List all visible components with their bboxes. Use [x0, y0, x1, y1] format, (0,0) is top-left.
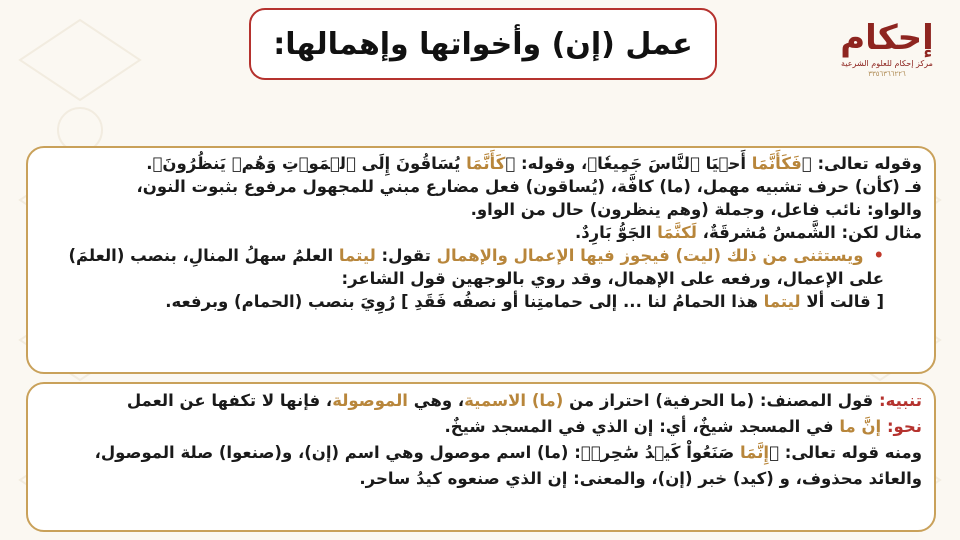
- text-segment: مثال لكن: الشَّمسُ مُشرقَةٌ،: [696, 223, 922, 242]
- text-segment: صَنَعُواْ كَيۡدُ سَٰحِرٖ﴾: (ما) اسم موصول وهي اسم (إن)، و(صنعوا) صلة الموصول،: [94, 443, 740, 462]
- text-segment: تقول:: [375, 246, 437, 265]
- title-box: [249, 8, 717, 80]
- text-segment: أَحۡيَا ٱلنَّاسَ جَمِيعٗا﴾، وقوله: ﴿: [505, 154, 752, 173]
- text-segment: ومنه قوله تعالى: ﴿: [769, 443, 922, 462]
- content-box-note: [26, 382, 936, 532]
- logo-tagline: ٣٣٥٦٣٦٦٢٢٦: [868, 70, 906, 78]
- content-box-examples: [26, 146, 936, 374]
- text-line-2: فـ (كأن) حرف تشبيه مهمل، (ما) كافَّة، (يُساقون) فعل مضارع مبني للمجهول مرفوع بثبوت النون،: [136, 177, 922, 196]
- text-line-5: [40, 244, 922, 267]
- note-label: تنبيه:: [878, 391, 922, 410]
- text-segment: الجَوُّ بَارِدٌ.: [574, 223, 658, 242]
- text-segment: يُسَاقُونَ إِلَى ٱلۡمَوۡتِ وَهُمۡ يَنظُرُونَ﴾.: [146, 154, 467, 173]
- highlight-phrase: ويستثنى من ذلك (ليت) فيجوز فيها الإعمال والإهمال: [436, 246, 864, 265]
- text-segment: ، فإنها لا تكفها عن العمل: [126, 391, 333, 410]
- note-line-1: [40, 388, 922, 414]
- text-line-1: [40, 152, 922, 175]
- text-line-6: على الإعمال، ورفعه على الإهمال، وقد روي بالوجهين قول الشاعر:: [341, 269, 884, 288]
- highlight-word: كَأَنَّمَا: [466, 154, 506, 173]
- note-line-2: [40, 414, 922, 440]
- text-segment: [ قالت ألا: [800, 292, 884, 311]
- text-line-4: [40, 221, 922, 244]
- highlight-word: إِنَّمَا: [739, 443, 770, 462]
- logo: [832, 18, 942, 98]
- bullet-icon: •: [873, 246, 884, 265]
- logo-subtitle: مركز إحكام للعلوم الشرعية: [841, 59, 933, 68]
- highlight-word: ليتما: [338, 246, 376, 265]
- highlight-word: ليتما: [763, 292, 801, 311]
- text-segment: في المسجد شيخٌ، أي: إن الذي في المسجد شيخٌ.: [444, 417, 840, 436]
- text-segment: هذا الحمامُ لنا ... إلى حمامتِنا أو نصفُه فَقَدِ ] رُوِيَ بنصب (الحمام) وبرفعه.: [165, 292, 764, 311]
- example-label: نحو:: [881, 417, 922, 436]
- text-segment: قول المصنف: (ما الحرفية) احتراز من: [563, 391, 879, 410]
- highlight-word: لَكنَّمَا: [657, 223, 697, 242]
- highlight-word: إنَّ ما: [839, 417, 882, 436]
- text-segment: ، وهي: [407, 391, 465, 410]
- highlight-word: فَكَأَنَّمَا: [751, 154, 802, 173]
- text-segment: وقوله تعالى: ﴿: [801, 154, 922, 173]
- logo-mark: إحكام: [840, 18, 934, 58]
- note-line-3: [40, 440, 922, 466]
- page-title: عمل (إن) وأخواتها وإهمالها:: [273, 26, 693, 62]
- text-line-7: [40, 290, 922, 313]
- highlight-word: الموصولة: [332, 391, 408, 410]
- note-line-4: والعائد محذوف، و (كيد) خبر (إن)، والمعنى: إن الذي صنعوه كيدُ ساحر.: [359, 469, 922, 488]
- text-line-3: والواو: نائب فاعل، وجملة (وهم ينظرون) حال من الواو.: [470, 200, 922, 219]
- highlight-phrase: (ما) الاسمية: [464, 391, 564, 410]
- text-segment: العلمُ سهلُ المنالِ، بنصب (العلمَ): [68, 246, 339, 265]
